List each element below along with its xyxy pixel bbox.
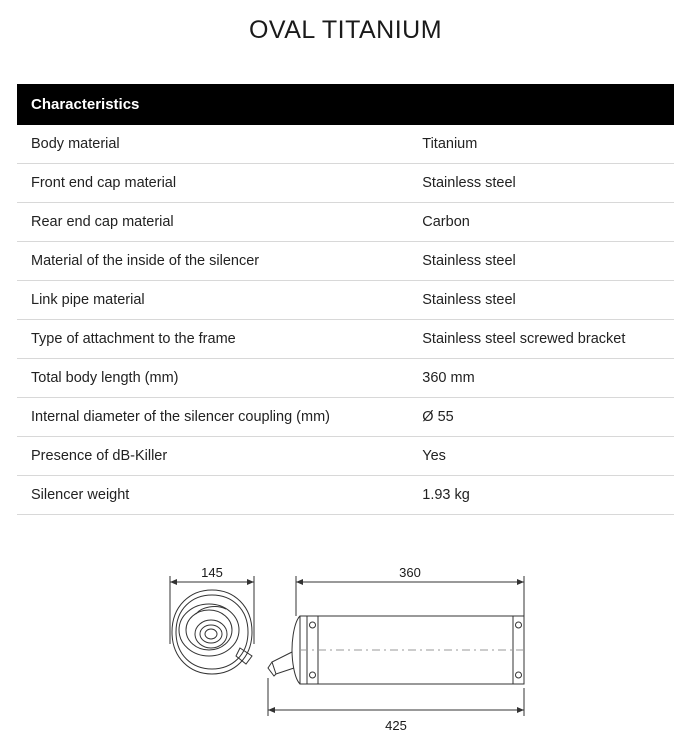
row-label: Front end cap material xyxy=(17,164,422,203)
row-label: Type of attachment to the frame xyxy=(17,320,422,359)
row-value: Stainless steel xyxy=(422,164,674,203)
dimension-360-label: 360 xyxy=(399,565,421,580)
table-row xyxy=(17,203,674,242)
page-title: OVAL TITANIUM xyxy=(248,16,443,44)
front-view-bracket xyxy=(236,648,252,664)
table-row xyxy=(17,320,674,359)
technical-drawing xyxy=(0,552,691,740)
side-view-end-cap-details xyxy=(300,622,524,678)
row-label: Total body length (mm) xyxy=(17,359,422,398)
row-value: Stainless steel xyxy=(422,242,674,281)
row-value: Stainless steel xyxy=(422,281,674,320)
table-row xyxy=(17,242,674,281)
front-view-oval xyxy=(172,590,252,674)
table-header-row xyxy=(17,84,674,125)
row-value: Ø 55 xyxy=(422,398,674,437)
row-label: Silencer weight xyxy=(17,476,422,515)
row-label: Body material xyxy=(17,125,422,164)
row-label: Presence of dB-Killer xyxy=(17,437,422,476)
front-view-inner-rings xyxy=(179,604,239,656)
table-row xyxy=(17,125,674,164)
row-value: Stainless steel screwed bracket xyxy=(422,320,674,359)
table-row xyxy=(17,398,674,437)
row-label: Link pipe material xyxy=(17,281,422,320)
table-row xyxy=(17,164,674,203)
table-row xyxy=(17,437,674,476)
dim-360-lines xyxy=(296,576,524,616)
table-row xyxy=(17,476,674,515)
row-label: Internal diameter of the silencer coupling (mm) xyxy=(17,398,422,437)
row-value: 360 mm xyxy=(422,359,674,398)
table-header-characteristics: Characteristics xyxy=(17,84,674,125)
row-label: Material of the inside of the silencer xyxy=(17,242,422,281)
row-label: Rear end cap material xyxy=(17,203,422,242)
dimension-425-label: 425 xyxy=(385,718,407,733)
row-value: Titanium xyxy=(422,125,674,164)
dimension-145-label: 145 xyxy=(201,565,223,580)
table-row xyxy=(17,359,674,398)
row-value: Carbon xyxy=(422,203,674,242)
characteristics-table xyxy=(17,84,674,515)
row-value: Yes xyxy=(422,437,674,476)
table-row xyxy=(17,281,674,320)
side-view-link-pipe xyxy=(268,652,294,676)
row-value: 1.93 kg xyxy=(422,476,674,515)
